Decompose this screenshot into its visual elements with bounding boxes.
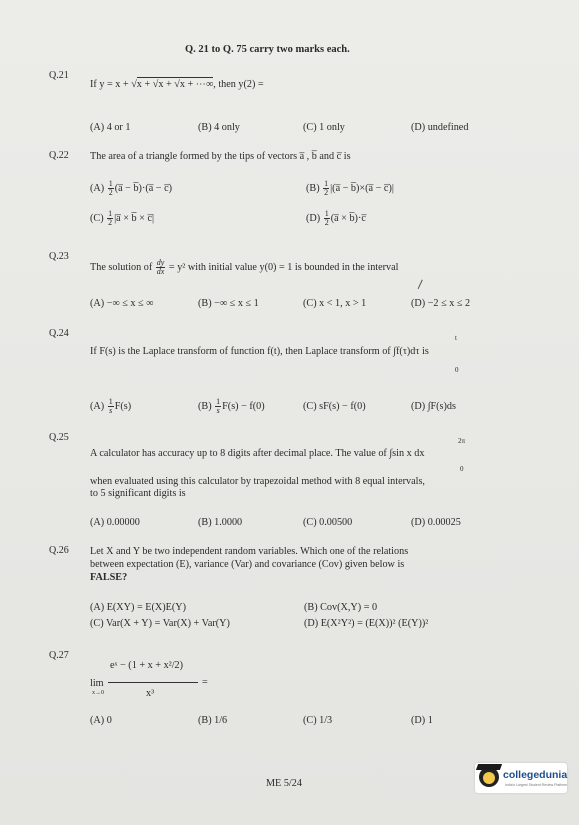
- q22-question: The area of a triangle formed by the tips of vectors a̅ , b̅ and c̅ is: [90, 151, 351, 162]
- page-footer: ME 5/24: [266, 778, 302, 789]
- q24-question: If F(s) is the Laplace transform of function f(t), then Laplace transform of ∫f(τ)dτ is: [90, 346, 429, 357]
- q27-equals: =: [202, 677, 208, 688]
- q24-number: Q.24: [49, 328, 69, 339]
- q24-option-a: (A) $\frac{1}{s}$ F(s): [90, 397, 132, 415]
- q26-number: Q.26: [49, 545, 69, 556]
- q22-option-d: (D) $\frac{1}{2}$ (a̅ × b̅)·c̅: [306, 209, 366, 227]
- q23-option-d: (D) −2 ≤ x ≤ 2: [411, 298, 471, 309]
- q26-line1: Let X and Y be two independent random variables. Which one of the relations: [90, 546, 409, 557]
- q23-option-a: (A) −∞ ≤ x ≤ ∞: [90, 298, 154, 309]
- q27-option-a: (A) 0: [90, 715, 112, 726]
- q27-numerator: eˣ − (1 + x + x²/2): [110, 660, 184, 671]
- q27-lim: lim: [90, 678, 104, 689]
- q23-derivative: $\frac{dy}{dx}$: [156, 258, 165, 276]
- q23-option-b: (B) −∞ ≤ x ≤ 1: [198, 298, 259, 309]
- q27-option-b: (B) 1/6: [198, 715, 228, 726]
- q21-option-a: (A) 4 or 1: [90, 122, 131, 133]
- q25-option-b: (B) 1.0000: [198, 517, 243, 528]
- q27-option-d: (D) 1: [411, 715, 433, 726]
- q26-option-b: (B) Cov(X,Y) = 0: [304, 602, 378, 613]
- q25-lower-limit: 0: [460, 465, 464, 473]
- q25-line1: A calculator has accuracy up to 8 digits after decimal place. The value of ∫sin x dx: [90, 448, 425, 459]
- q25-line2: when evaluated using this calculator by trapezoidal method with 8 equal intervals,: [90, 476, 425, 487]
- collegedunia-logo: [475, 763, 567, 793]
- q26-option-d: (D) E(X²Y²) = (E(X))² (E(Y))²: [304, 618, 429, 629]
- q23-option-c: (C) x < 1, x > 1: [303, 298, 367, 309]
- q21-radical: x + √x + √x + ⋯∞: [136, 79, 214, 90]
- pen-mark: [412, 277, 423, 289]
- q24-lower-limit: 0: [455, 366, 459, 374]
- q25-option-d: (D) 0.00025: [411, 517, 461, 528]
- q24-option-b: (B) $\frac{1}{s}$ F(s) − f(0): [198, 397, 265, 415]
- q21-option-b: (B) 4 only: [198, 122, 240, 133]
- q21-question: If y = x + √x + √x + √x + ⋯∞, then y(2) =: [90, 79, 264, 90]
- q27-number: Q.27: [49, 650, 69, 661]
- q21-option-c: (C) 1 only: [303, 122, 345, 133]
- q25-line3: to 5 significant digits is: [90, 488, 186, 499]
- q27-option-c: (C) 1/3: [303, 715, 333, 726]
- q27-fraction-bar: [108, 682, 198, 683]
- q24-upper-limit: t: [455, 334, 457, 342]
- q22-half-a: $\frac{1}{2}$: [108, 179, 113, 197]
- q24-option-d: (D) ∫F(s)ds: [411, 401, 456, 412]
- q23-question: The solution of $\frac{dy}{dx}$ = y² with initial value y(0) = 1 is bounded in the interval: [90, 258, 399, 276]
- q26-line2: between expectation (E), variance (Var) and covariance (Cov) given below is: [90, 559, 405, 570]
- q24-option-c: (C) sF(s) − f(0): [303, 401, 366, 412]
- q25-upper-limit: 2π: [458, 437, 466, 445]
- q26-line3: FALSE?: [90, 572, 128, 583]
- q27-lim-sub: x→0: [92, 690, 104, 696]
- logo-name: collegedunia: [503, 769, 568, 781]
- q27-denominator: x³: [146, 688, 155, 699]
- q22-half-b: $\frac{1}{2}$: [324, 179, 329, 197]
- q23-number: Q.23: [49, 251, 69, 262]
- q26-option-a: (A) E(XY) = E(X)E(Y): [90, 602, 186, 613]
- q22-option-a: (A) $\frac{1}{2}$ (a̅ − b̅)·(a̅ − c̅): [90, 179, 173, 197]
- logo-tagline: India's Largest Student Review Platform: [505, 783, 568, 787]
- q22-option-b: (B) $\frac{1}{2}$ |(a̅ − b̅)×(a̅ − c̅)|: [306, 179, 394, 197]
- q22-half-c: $\frac{1}{2}$: [108, 209, 113, 227]
- q22-number: Q.22: [49, 150, 69, 161]
- q25-option-a: (A) 0.00000: [90, 517, 140, 528]
- q22-option-c: (C) $\frac{1}{2}$ |a̅ × b̅ × c̅|: [90, 209, 155, 227]
- q25-option-c: (C) 0.00500: [303, 517, 353, 528]
- q22-half-d: $\frac{1}{2}$: [324, 209, 329, 227]
- q26-option-c: (C) Var(X + Y) = Var(X) + Var(Y): [90, 618, 230, 629]
- q21-post: , then y(2) =: [213, 79, 264, 90]
- q21-option-d: (D) undefined: [411, 122, 469, 133]
- q21-pre: If y = x +: [90, 79, 132, 90]
- q21-number: Q.21: [49, 70, 69, 81]
- q25-number: Q.25: [49, 432, 69, 443]
- section-header: Q. 21 to Q. 75 carry two marks each.: [185, 44, 350, 55]
